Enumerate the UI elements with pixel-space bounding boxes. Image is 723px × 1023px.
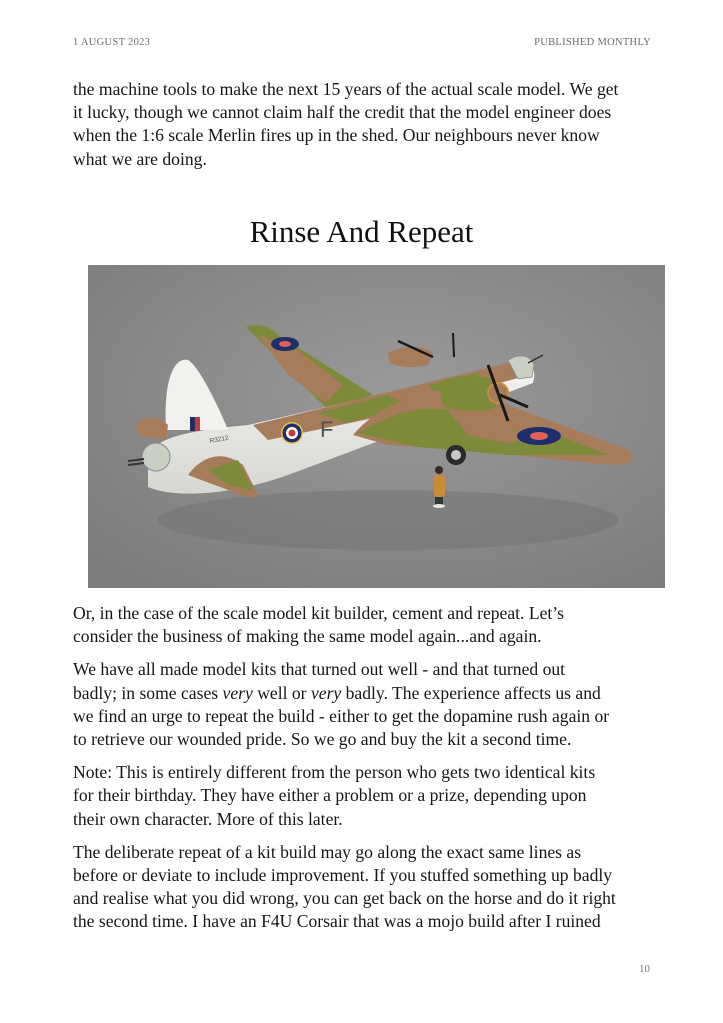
text-line: and realise what you did wrong, you can get back on the horse and do it right [73, 888, 616, 909]
text-run: badly; in some cases [73, 682, 223, 703]
text-line: their own character. More of this later. [73, 808, 343, 829]
text-line: for their birthday. They have either a problem or a prize, depending upon [73, 785, 587, 806]
figure-base [433, 504, 445, 508]
paragraph [73, 761, 663, 831]
fin-flash-red [195, 417, 200, 431]
text-line: The deliberate repeat of a kit build may go along the exact same lines as [73, 841, 582, 862]
fuselage-roundel-red [289, 430, 296, 437]
fin-flash-blue [190, 417, 195, 431]
text-run: well or [252, 682, 311, 703]
aircraft-serial: R3212 [209, 434, 230, 445]
aircraft-model-photo [88, 265, 665, 588]
running-header-date: 1 AUGUST 2023 [73, 37, 151, 48]
emphasis: very [222, 682, 253, 703]
text-line: it lucky, though we cannot claim half the credit that the model engineer does [73, 102, 612, 123]
text-line: what we are doing. [73, 148, 207, 169]
paragraph [73, 841, 663, 934]
wellington-bomber-model-image [88, 265, 665, 588]
text-line: the second time. I have an F4U Corsair that was a mojo build after I ruined [73, 911, 601, 932]
text-line [73, 682, 663, 705]
antenna-mast [453, 333, 454, 357]
text-line: the machine tools to make the next 15 years of the actual scale model. We get [73, 79, 619, 99]
tail-turret [142, 443, 170, 471]
main-wheel-hub [451, 450, 461, 460]
paragraph [73, 602, 663, 648]
text-line: to retrieve our wounded pride. So we go and buy the kit a second time. [73, 729, 572, 750]
page-number: 10 [639, 963, 650, 975]
near-roundel-center [530, 432, 548, 440]
paragraph [73, 658, 663, 751]
text-line: when the 1:6 scale Merlin fires up in the shed. Our neighbours never know [73, 125, 600, 146]
text-line: Or, in the case of the scale model kit builder, cement and repeat. Let’s [73, 603, 565, 623]
text-line: we find an urge to repeat the build - either to get the dopamine rush again or [73, 705, 610, 726]
emphasis: very [310, 682, 342, 703]
section-title: Rinse And Repeat [249, 214, 474, 249]
text-line: consider the business of making the same model again...and again. [73, 626, 542, 647]
aircraft-code-letter: F [320, 417, 334, 442]
running-header-frequency: PUBLISHED MONTHLY [534, 37, 651, 48]
text-run: badly. The experience affects us and [341, 682, 601, 703]
figure-head [435, 466, 443, 474]
figure-coat [434, 475, 445, 497]
intro-paragraph [73, 78, 663, 171]
article-body [73, 602, 663, 944]
text-line: We have all made model kits that turned out well - and that turned out [73, 659, 566, 680]
figure-legs [435, 497, 443, 505]
shadow [158, 490, 618, 550]
text-line: before or deviate to include improvement. If you stuffed something up badly [73, 865, 613, 886]
far-roundel-center [279, 341, 291, 347]
text-line: Note: This is entirely different from the person who gets two identical kits [73, 762, 596, 783]
